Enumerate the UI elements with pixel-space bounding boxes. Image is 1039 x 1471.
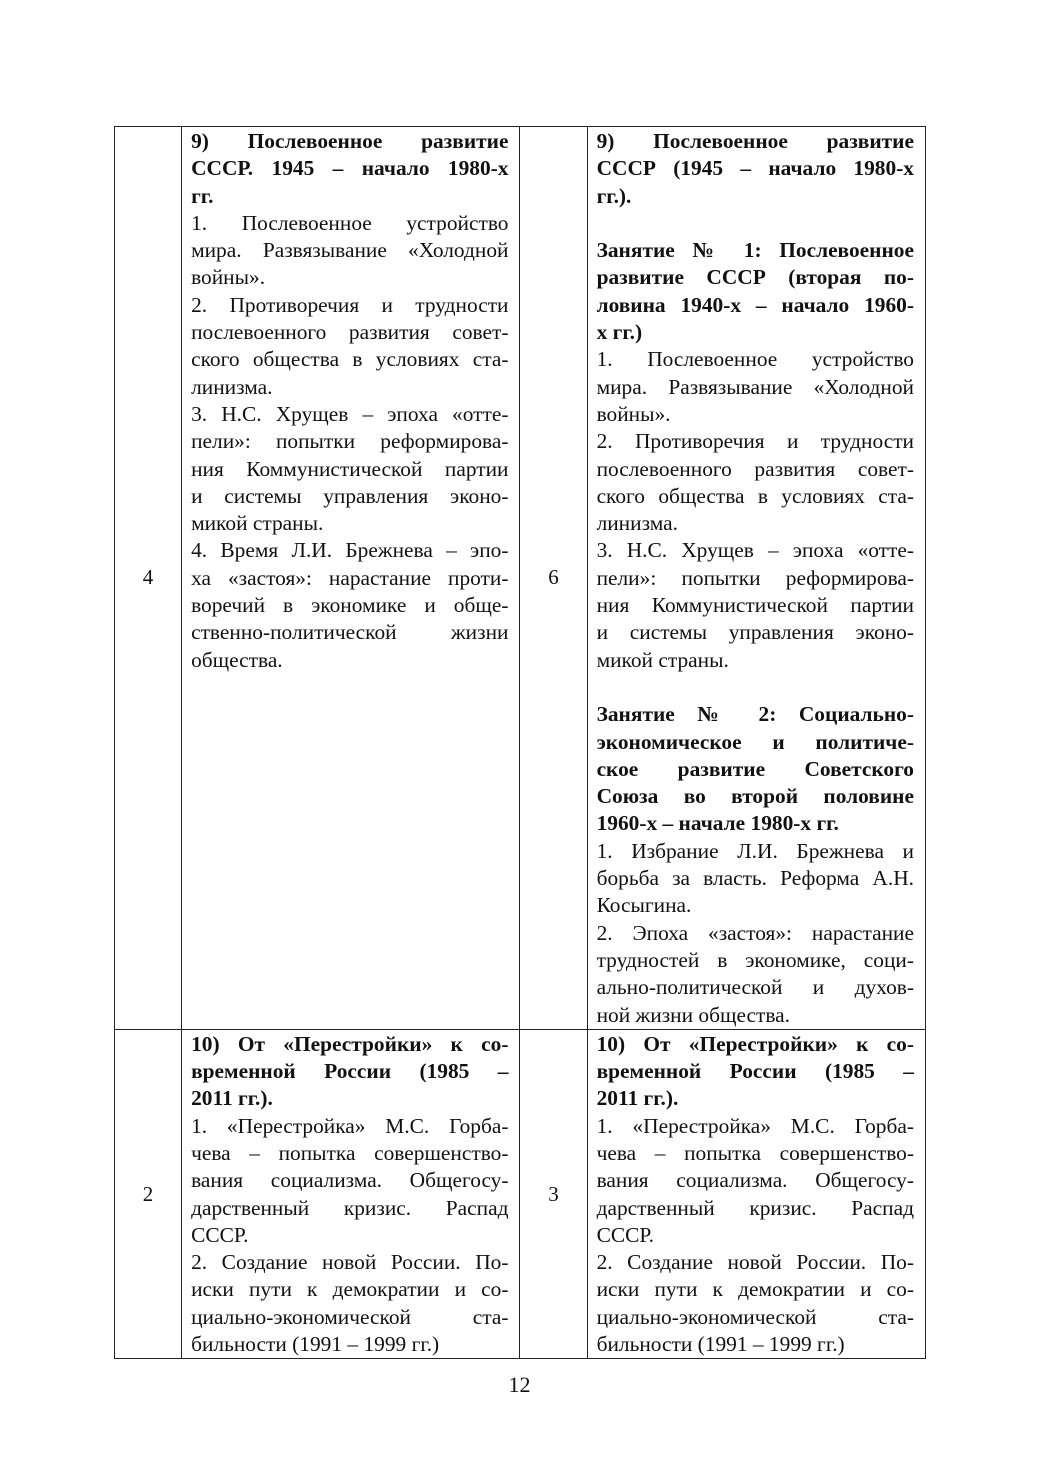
list-item <box>191 210 508 292</box>
list-item <box>191 401 508 537</box>
text-line: 1. Послевоенное устройство <box>191 210 509 235</box>
text-line: 1. «Перестройка» М.С. Горба- <box>191 1113 509 1138</box>
text-line: ально-политической и духов- <box>596 975 914 1000</box>
blank-line <box>597 674 914 701</box>
topic-cell <box>182 1029 520 1359</box>
text-line: линизма. <box>596 511 678 536</box>
text-line: временной России (1985 – <box>596 1059 914 1084</box>
topic-content <box>182 1030 519 1359</box>
curriculum-table <box>114 126 926 1359</box>
topic-content <box>182 127 519 674</box>
text-line: дарственный кризис. Распад <box>191 1195 509 1220</box>
text-line: воречий в экономике и обще- <box>191 593 509 618</box>
text-line: ния Коммунистической партии <box>191 456 509 481</box>
hours-cell: 3 <box>520 1029 587 1359</box>
text-line: чева – попытка совершенство- <box>191 1140 509 1165</box>
text-line: 1. Послевоенное устройство <box>596 347 914 372</box>
section-heading <box>597 1031 914 1113</box>
text-line: мира. Развязывание «Холодной <box>596 374 914 399</box>
text-line: СССР. 1945 – начало 1980-х <box>191 156 509 181</box>
text-line: ского общества в условиях ста- <box>596 483 914 508</box>
text-line: чева – попытка совершенство- <box>596 1140 914 1165</box>
topic-content <box>588 1030 925 1359</box>
list-item <box>597 346 914 428</box>
text-line: 2. Создание новой России. По- <box>191 1250 509 1275</box>
text-line: дарственный кризис. Распад <box>596 1195 914 1220</box>
text-line: 2. Противоречия и трудности <box>596 429 914 454</box>
text-line: Косыгина. <box>596 893 692 918</box>
section-heading <box>191 1031 508 1113</box>
text-line: ловина 1940-х – начало 1960- <box>596 292 914 317</box>
text-line: гг. <box>191 183 214 208</box>
text-line: пели»: попытки реформирова- <box>596 565 914 590</box>
text-line: бильности (1991 – 1999 гг.) <box>191 1332 440 1357</box>
text-line: ха «застоя»: нарастание проти- <box>191 565 509 590</box>
text-line: Союза во второй половине <box>596 784 914 809</box>
text-line: временной России (1985 – <box>191 1059 509 1084</box>
section-heading <box>191 128 508 210</box>
list-item <box>597 1249 914 1358</box>
text-line: х гг.) <box>596 320 643 345</box>
text-line: 9) Послевоенное развитие <box>191 129 509 153</box>
topic-cell <box>587 127 925 1030</box>
text-line: послевоенного развития совет- <box>596 456 914 481</box>
text-line: 2. Создание новой России. По- <box>596 1250 914 1275</box>
text-line: общества. <box>191 647 283 672</box>
hours-cell: 2 <box>115 1029 182 1359</box>
table-row <box>115 1029 926 1359</box>
text-line: 2. Эпоха «застоя»: нарастание <box>596 920 914 945</box>
text-line: вания социализма. Общегосу- <box>596 1168 914 1193</box>
text-line: и системы управления эконо- <box>596 620 914 645</box>
text-line: иски пути к демократии и со- <box>596 1277 914 1302</box>
text-line: 2011 гг.). <box>191 1086 273 1111</box>
text-line: 3. Н.С. Хрущев – эпоха «отте- <box>596 538 914 563</box>
text-line: циально-экономической ста- <box>596 1304 914 1329</box>
list-item <box>191 292 508 401</box>
text-line: борьба за власть. Реформа А.Н. <box>596 866 914 891</box>
text-line: развитие СССР (вторая по- <box>596 265 914 290</box>
list-item <box>597 1113 914 1249</box>
text-line: Занятие № 1: Послевоенное <box>596 238 914 263</box>
text-line: ния Коммунистической партии <box>596 593 914 618</box>
text-line: 2. Противоречия и трудности <box>191 292 509 317</box>
page-number: 12 <box>508 1372 531 1397</box>
text-line: пели»: попытки реформирова- <box>191 429 509 454</box>
topic-cell <box>587 1029 925 1359</box>
text-line: линизма. <box>191 374 273 399</box>
list-item <box>597 428 914 537</box>
text-line: войны». <box>191 265 266 290</box>
text-line: и системы управления эконо- <box>191 483 509 508</box>
blank-line <box>597 210 914 237</box>
list-item <box>597 537 914 673</box>
text-line: ной жизни общества. <box>596 1002 790 1027</box>
text-line: 10) От «Перестройки» к со- <box>596 1031 914 1056</box>
table-row <box>115 127 926 1030</box>
text-line: экономическое и политиче- <box>596 729 914 754</box>
topic-content <box>588 127 925 1029</box>
list-item <box>191 1249 508 1358</box>
text-line: ское развитие Советского <box>596 756 914 781</box>
text-line: ственно-политической жизни <box>191 620 509 645</box>
text-line: 9) Послевоенное развитие <box>596 129 914 153</box>
list-item <box>597 920 914 1029</box>
hours-cell: 4 <box>115 127 182 1030</box>
list-item <box>191 1113 508 1249</box>
list-item <box>191 537 508 673</box>
text-line: 10) От «Перестройки» к со- <box>191 1031 509 1056</box>
text-line: 1. «Перестройка» М.С. Горба- <box>596 1113 914 1138</box>
text-line: Занятие № 2: Социально- <box>596 702 914 727</box>
text-line: 1. Избрание Л.И. Брежнева и <box>596 838 914 863</box>
text-line: гг.). <box>596 183 632 208</box>
topic-cell <box>182 127 520 1030</box>
text-line: 4. Время Л.И. Брежнева – эпо- <box>191 538 509 563</box>
section-heading <box>597 128 914 210</box>
text-line: СССР (1945 – начало 1980-х <box>596 156 914 181</box>
text-line: вания социализма. Общегосу- <box>191 1168 509 1193</box>
lesson-title <box>597 237 914 346</box>
text-line: иски пути к демократии и со- <box>191 1277 509 1302</box>
text-line: послевоенного развития совет- <box>191 320 509 345</box>
text-line: бильности (1991 – 1999 гг.) <box>596 1332 845 1357</box>
text-line: СССР. <box>191 1222 249 1247</box>
text-line: 2011 гг.). <box>596 1086 679 1111</box>
hours-cell: 6 <box>520 127 587 1030</box>
text-line: войны». <box>596 401 671 426</box>
text-line: 1960-х – начале 1980-х гг. <box>596 811 839 836</box>
text-line: циально-экономической ста- <box>191 1304 509 1329</box>
text-line: микой страны. <box>191 511 324 536</box>
text-line: мира. Развязывание «Холодной <box>191 238 509 263</box>
text-line: микой страны. <box>596 647 729 672</box>
list-item <box>597 838 914 920</box>
text-line: СССР. <box>596 1222 654 1247</box>
text-line: ского общества в условиях ста- <box>191 347 509 372</box>
lesson-title <box>597 701 914 837</box>
text-line: 3. Н.С. Хрущев – эпоха «отте- <box>191 401 509 426</box>
text-line: трудностей в экономике, соци- <box>596 947 914 972</box>
